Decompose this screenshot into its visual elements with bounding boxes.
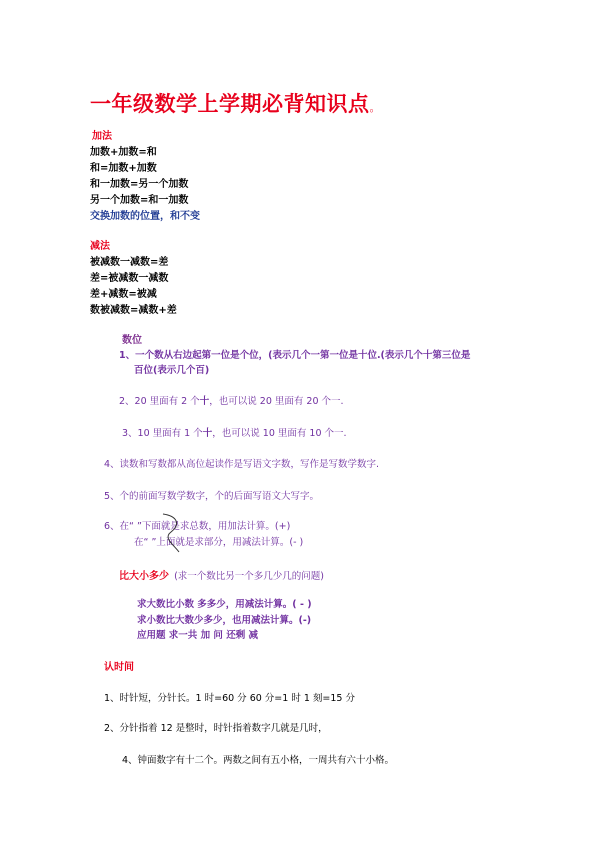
time-item-4: 4、钟面数字有十二个。两数之间有五小格，一周共有六十小格。 — [122, 755, 395, 766]
item-2-text-b: ，也可以说 20 里面有 20 个一. — [209, 396, 344, 407]
compare-subtitle: (求一个数比另一个多几少几的问题) — [174, 571, 325, 582]
place-value-item-1-line-1: 1、一个数从右边起第一位是个位，(表示几个一第一位是十位.(表示几个十第三位是 — [119, 350, 471, 361]
addition-heading: 加法 — [92, 131, 112, 142]
subtraction-line: 被减数一减数=差 — [90, 257, 169, 268]
compare-heading-row — [119, 564, 324, 583]
brace-icon — [155, 512, 185, 554]
time-item-1: 1、时针短，分针长。1 时=60 分 60 分=1 时 1 刻=15 分 — [104, 693, 355, 704]
item-2-text-a: 2、20 里面有 2 个 — [119, 396, 200, 407]
addition-line: 另一个加数=和一加数 — [90, 195, 189, 206]
addition-line: 和=加数+加数 — [90, 163, 157, 174]
addition-rule: 交换加数的位置，和不变 — [90, 211, 200, 222]
addition-line: 加数+加数=和 — [90, 147, 157, 158]
place-value-item-2 — [119, 393, 344, 407]
compare-line: 求大数比小数 多多少，用减法计算。( - ) — [137, 599, 312, 610]
place-value-item-3 — [122, 425, 347, 439]
place-value-item-6-line-2: 在“ ”上面就是求部分，用减法计算。(- ) — [134, 537, 304, 548]
time-heading: 认时间 — [104, 662, 134, 673]
item-3-text-a: 3、10 里面有 1 个 — [122, 428, 203, 439]
subtraction-line: 数被减数=减数+差 — [90, 305, 177, 316]
title-text: 一年级数学上学期必背知识点 — [90, 92, 370, 116]
compare-line: 应用题 求一共 加 问 还剩 减 — [137, 630, 259, 641]
addition-line: 和一加数=另一个加数 — [90, 179, 189, 190]
time-item-2: 2、分针指着 12 是整时，时针指着数字几就是几时， — [104, 723, 328, 734]
page-title — [90, 88, 381, 118]
title-tail: 。 — [369, 101, 381, 114]
item-3-text-b: ，也可以说 10 里面有 10 个一. — [212, 428, 347, 439]
place-value-item-6-line-1: 6、在“ ”下面就是求总数，用加法计算。(+) — [104, 521, 291, 532]
compare-heading: 比大小多少 — [119, 571, 169, 582]
subtraction-line: 差+减数=被减 — [90, 289, 157, 300]
brace-curve — [163, 514, 179, 552]
place-value-item-4: 4、读数和写数都从高位起读作是写语文字数，写作是写数学数字. — [104, 459, 380, 470]
place-value-item-5: 5、个的前面写数学数字，个的后面写语文大写字。 — [104, 491, 320, 502]
subtraction-line: 差=被减数一减数 — [90, 273, 169, 284]
place-value-item-1-line-2: 百位(表示几个百) — [134, 365, 210, 376]
compare-line: 求小数比大数少多少，也用减法计算。(-) — [137, 615, 312, 626]
place-value-heading: 数位 — [122, 335, 142, 346]
subtraction-heading: 减法 — [90, 241, 110, 252]
item-3-emphasis: 十 — [202, 428, 213, 439]
item-2-emphasis: 十 — [199, 396, 210, 407]
